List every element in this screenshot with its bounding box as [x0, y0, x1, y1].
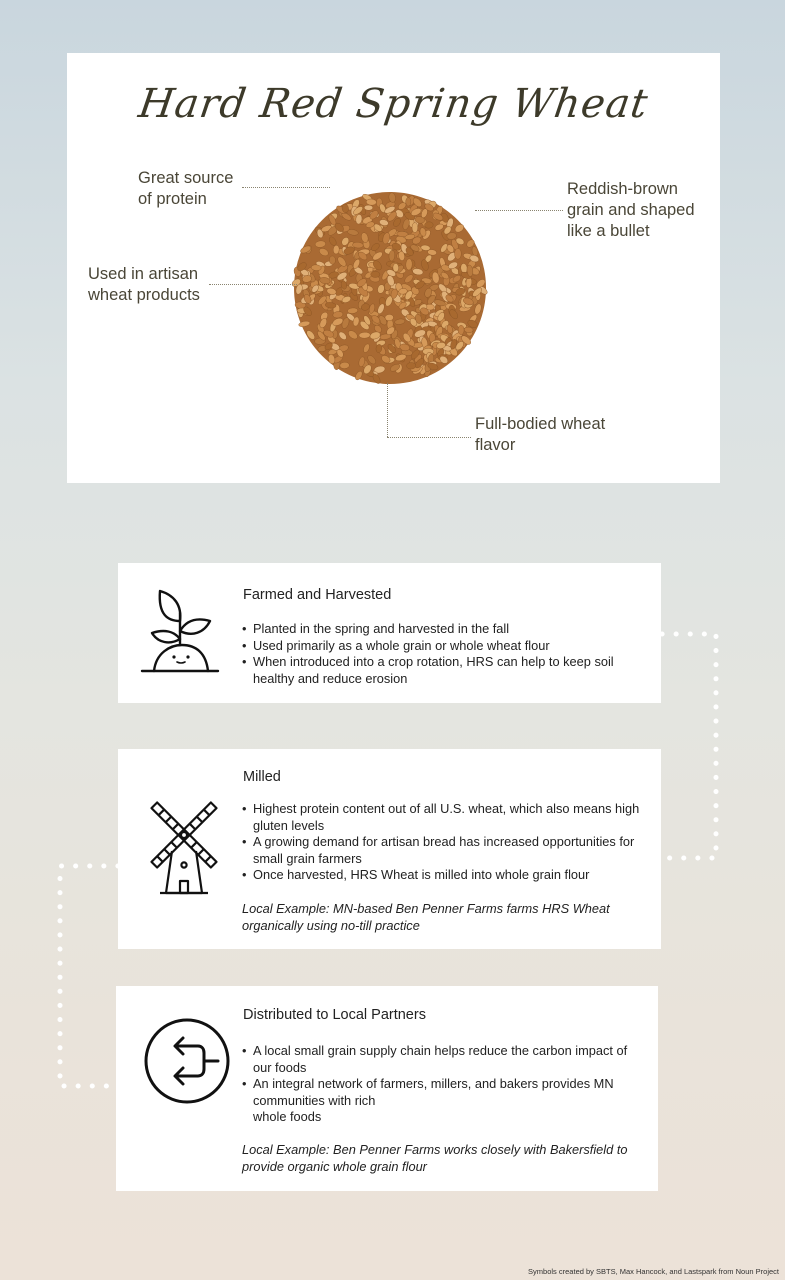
- step-bullet: • A growing demand for artisan bread has increased opportunities for small grain farmers: [242, 834, 643, 867]
- icon-credits: Symbols created by SBTS, Max Hancock, and Lastspark from Noun Project: [528, 1267, 779, 1276]
- step-bullet: • Used primarily as a whole grain or whole wheat flour: [242, 638, 643, 655]
- callout-protein-line: [242, 187, 330, 188]
- step-card-distributed: [116, 986, 658, 1191]
- step-title: Distributed to Local Partners: [243, 1007, 426, 1023]
- hero-card: [67, 53, 720, 483]
- wheat-grain-pile-image: [283, 181, 497, 395]
- step-example: Local Example: MN-based Ben Penner Farms farms HRS Wheat organically using no-till practice: [242, 901, 610, 933]
- sprout-icon: [140, 587, 222, 675]
- step-bullets: [242, 801, 643, 884]
- step-bullet: • A local small grain supply chain helps reduce the carbon impact of our foods: [242, 1043, 640, 1076]
- step-bullet: • Planted in the spring and harvested in the fall: [242, 621, 643, 638]
- callout-flavor-line-vertical: [387, 383, 388, 437]
- callout-shape: Reddish-brown grain and shaped like a bullet: [567, 180, 695, 240]
- step-bullet: • When introduced into a crop rotation, HRS can help to keep soil healthy and reduce erosion: [242, 654, 643, 687]
- windmill-icon: [140, 793, 228, 897]
- step-bullets: [242, 621, 643, 687]
- step-example: Local Example: Ben Penner Farms works closely with Bakersfield to provide organic whole grain flour: [242, 1142, 628, 1174]
- callout-artisan-line: [209, 284, 297, 285]
- step-bullet: • Highest protein content out of all U.S. wheat, which also means high gluten levels: [242, 801, 643, 834]
- step-card-farmed: [118, 563, 661, 703]
- step-bullets: [242, 1043, 640, 1126]
- step-title: Milled: [243, 769, 281, 785]
- callout-artisan: Used in artisan wheat products: [88, 265, 200, 304]
- step-card-milled: [118, 749, 661, 949]
- callout-shape-line: [475, 210, 563, 211]
- step-bullet: • An integral network of farmers, millers, and bakers provides MN communities with rich whole foods: [242, 1076, 640, 1126]
- callout-flavor-line: [387, 437, 471, 438]
- step-title: Farmed and Harvested: [243, 587, 392, 603]
- step-bullet: • Once harvested, HRS Wheat is milled into whole grain flour: [242, 867, 643, 884]
- hero-title: Hard Red Spring Wheat: [135, 81, 652, 127]
- merge-arrows-icon: [142, 1016, 232, 1106]
- callout-protein: Great source of protein: [138, 169, 234, 208]
- callout-flavor: Full-bodied wheat flavor: [475, 415, 606, 454]
